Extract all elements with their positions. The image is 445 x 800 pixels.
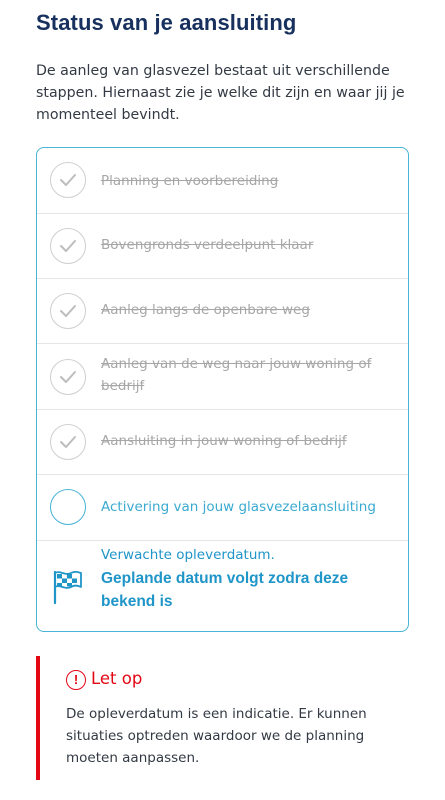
step-planning bbox=[37, 148, 408, 214]
check-icon bbox=[50, 293, 86, 329]
expected-delivery bbox=[37, 541, 408, 633]
check-icon bbox=[50, 359, 86, 395]
expected-date-value: Geplande datum volgt zodra deze bekend is bbox=[101, 570, 349, 610]
page-title: Status van je aansluiting bbox=[36, 10, 297, 35]
step-label: Bovengronds verdeelpunt klaar bbox=[101, 237, 314, 253]
step-label: Aansluiting in jouw woning of bedrijf bbox=[101, 433, 347, 449]
intro-text: De aanleg van glasvezel bestaat uit verschillende stappen. Hiernaast zie je welke dit zijn en waar jij je momenteel bevindt. bbox=[36, 63, 405, 123]
warning-icon: ! bbox=[66, 670, 86, 690]
step-label: Activering van jouw glasvezelaansluiting bbox=[101, 499, 376, 515]
step-openbare-weg bbox=[37, 279, 408, 344]
check-icon bbox=[50, 162, 86, 198]
step-aansluiting bbox=[37, 410, 408, 475]
progress-circle-icon bbox=[50, 489, 86, 525]
step-verdeelpunt bbox=[37, 214, 408, 279]
step-label: Aanleg langs de openbare weg bbox=[101, 302, 310, 318]
step-label: Aanleg van de weg naar jouw woning of bedrijf bbox=[101, 356, 372, 394]
check-icon bbox=[50, 228, 86, 264]
step-activering bbox=[37, 475, 408, 541]
status-card bbox=[36, 147, 409, 632]
step-weg-naar-woning bbox=[37, 344, 408, 410]
step-label: Planning en voorbereiding bbox=[101, 173, 279, 189]
notice-body: De opleverdatum is een indicatie. Er kunnen situaties optreden waardoor we de planning moeten aanpassen. bbox=[66, 706, 367, 766]
expected-date-label: Verwachte opleverdatum. bbox=[101, 547, 275, 563]
check-icon bbox=[50, 424, 86, 460]
checkered-flag-icon bbox=[51, 569, 83, 609]
notice-title: Let op bbox=[91, 669, 143, 688]
notice-box bbox=[36, 656, 416, 780]
